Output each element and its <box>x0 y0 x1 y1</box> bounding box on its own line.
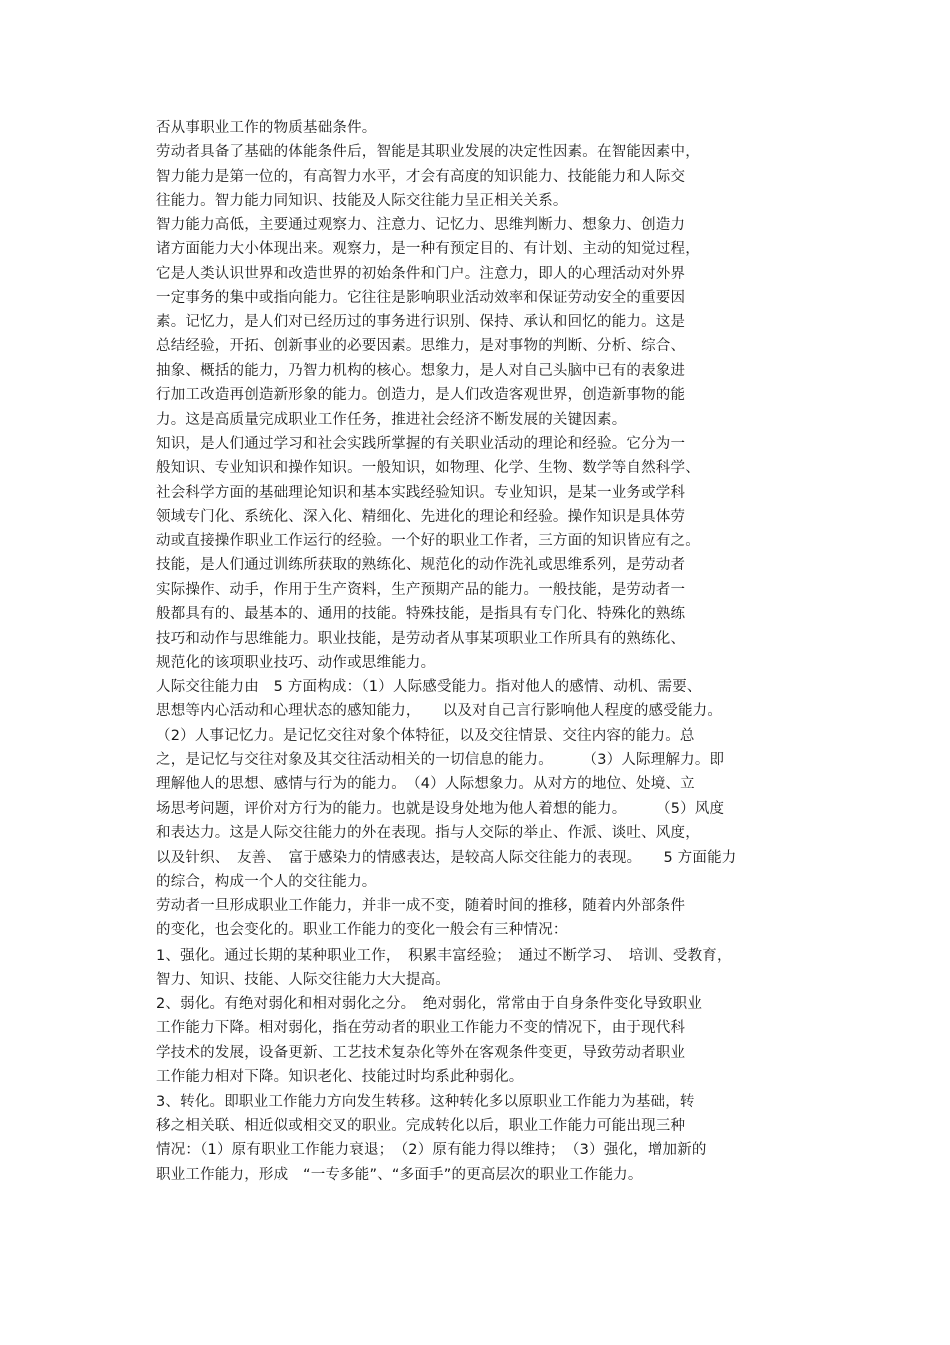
text-line: 否从事职业工作的物质基础条件。 <box>156 120 377 136</box>
text-line: 移之相关联、相近似或相交叉的职业。完成转化以后，职业工作能力可能出现三种 <box>156 1118 686 1134</box>
text-line: 以及针织、 友善、 富于感染力的情感表达，是较高人际交往能力的表现。 5 方面能力 <box>156 850 737 866</box>
text-line: 往能力。智力能力同知识、技能及人际交往能力呈正相关关系。 <box>156 193 568 209</box>
text-line: 智力能力高低，主要通过观察力、注意力、记忆力、思维判断力、想象力、创造力 <box>156 217 686 233</box>
text-line: 般知识、专业知识和操作知识。一般知识，如物理、化学、生物、数学等自然科学、 <box>156 460 700 476</box>
text-line: 场思考问题，评价对方行为的能力。也就是设身处地为他人着想的能力。 （5）风度 <box>156 801 725 817</box>
text-line: 之，是记忆与交往对象及其交往活动相关的一切信息的能力。 （3）人际理解力。即 <box>156 752 725 768</box>
text-line: 智力、知识、技能、人际交往能力大大提高。 <box>156 972 450 988</box>
text-line: 诸方面能力大小体现出来。观察力，是一种有预定目的、有计划、主动的知觉过程， <box>156 241 700 257</box>
text-line: 领域专门化、系统化、深入化、精细化、先进化的理论和经验。操作知识是具体劳 <box>156 509 686 525</box>
text-line: 3、转化。即职业工作能力方向发生转移。这种转化多以原职业工作能力为基础，转 <box>156 1094 695 1110</box>
text-line: 思想等内心活动和心理状态的感知能力， 以及对自己言行影响他人程度的感受能力。 <box>156 703 723 719</box>
text-line: 实际操作、动手，作用于生产资料，生产预期产品的能力。一般技能，是劳动者一 <box>156 582 686 598</box>
text-line: 2、弱化。有绝对弱化和相对弱化之分。 绝对弱化，常常由于自身条件变化导致职业 <box>156 996 703 1012</box>
text-line: 抽象、概括的能力，乃智力机构的核心。想象力，是人对自己头脑中已有的表象进 <box>156 363 686 379</box>
text-line: 总结经验，开拓、创新事业的必要因素。思维力，是对事物的判断、分析、综合、 <box>156 338 686 354</box>
text-line: 般都具有的、最基本的、通用的技能。特殊技能，是指具有专门化、特殊化的熟练 <box>156 606 686 622</box>
text-line: 规范化的该项职业技巧、动作或思维能力。 <box>156 655 436 671</box>
text-line: 智力能力是第一位的，有高智力水平，才会有高度的知识能力、技能能力和人际交 <box>156 169 686 185</box>
text-line: 它是人类认识世界和改造世界的初始条件和门户。注意力，即人的心理活动对外界 <box>156 266 686 282</box>
text-line: 行加工改造再创造新形象的能力。创造力，是人们改造客观世界，创造新事物的能 <box>156 387 686 403</box>
text-line: 理解他人的思想、感情与行为的能力。 （4）人际想象力。从对方的地位、处境、立 <box>156 776 695 792</box>
text-line: 社会科学方面的基础理论知识和基本实践经验知识。专业知识，是某一业务或学科 <box>156 485 686 501</box>
text-line: 动或直接操作职业工作运行的经验。一个好的职业工作者，三方面的知识皆应有之。 <box>156 533 700 549</box>
text-line: 学技术的发展，设备更新、工艺技术复杂化等外在客观条件变更，导致劳动者职业 <box>156 1045 686 1061</box>
text-line: 素。记忆力，是人们对已经历过的事务进行识别、保持、承认和回忆的能力。这是 <box>156 314 686 330</box>
text-line: 工作能力相对下降。知识老化、技能过时均系此种弱化。 <box>156 1069 524 1085</box>
text-line: （2）人事记忆力。是记忆交往对象个体特征，以及交往情景、交往内容的能力。总 <box>156 728 695 744</box>
text-line: 劳动者一旦形成职业工作能力，并非一成不变，随着时间的推移，随着内外部条件 <box>156 898 686 914</box>
text-line: 人际交往能力由 5 方面构成：（1）人际感受能力。指对他人的感情、动机、需要、 <box>156 679 702 695</box>
text-line: 和表达力。这是人际交往能力的外在表现。指与人交际的举止、作派、谈吐、风度， <box>156 825 700 841</box>
text-line: 劳动者具备了基础的体能条件后，智能是其职业发展的决定性因素。在智能因素中， <box>156 144 700 160</box>
text-line: 知识，是人们通过学习和社会实践所掌握的有关职业活动的理论和经验。它分为一 <box>156 436 686 452</box>
text-line: 工作能力下降。相对弱化，指在劳动者的职业工作能力不变的情况下，由于现代科 <box>156 1020 686 1036</box>
text-line: 技巧和动作与思维能力。职业技能，是劳动者从事某项职业工作所具有的熟练化、 <box>156 631 686 647</box>
text-line: 技能，是人们通过训练所获取的熟练化、规范化的动作洗礼或思维系列，是劳动者 <box>156 557 686 573</box>
text-line: 1、强化。通过长期的某种职业工作， 积累丰富经验； 通过不断学习、 培训、受教育， <box>156 948 732 964</box>
text-line: 的综合，构成一个人的交往能力。 <box>156 874 377 890</box>
text-line: 的变化，也会变化的。职业工作能力的变化一般会有三种情况： <box>156 922 568 938</box>
text-line: 力。这是高质量完成职业工作任务，推进社会经济不断发展的关键因素。 <box>156 412 627 428</box>
text-line: 一定事务的集中或指向能力。它往往是影响职业活动效率和保证劳动安全的重要因 <box>156 290 686 306</box>
text-line: 职业工作能力，形成 “一专多能”、“多面手”的更高层次的职业工作能力。 <box>156 1167 643 1183</box>
text-line: 情况：（1）原有职业工作能力衰退； （2）原有能力得以维持； （3）强化，增加新的 <box>156 1142 707 1158</box>
